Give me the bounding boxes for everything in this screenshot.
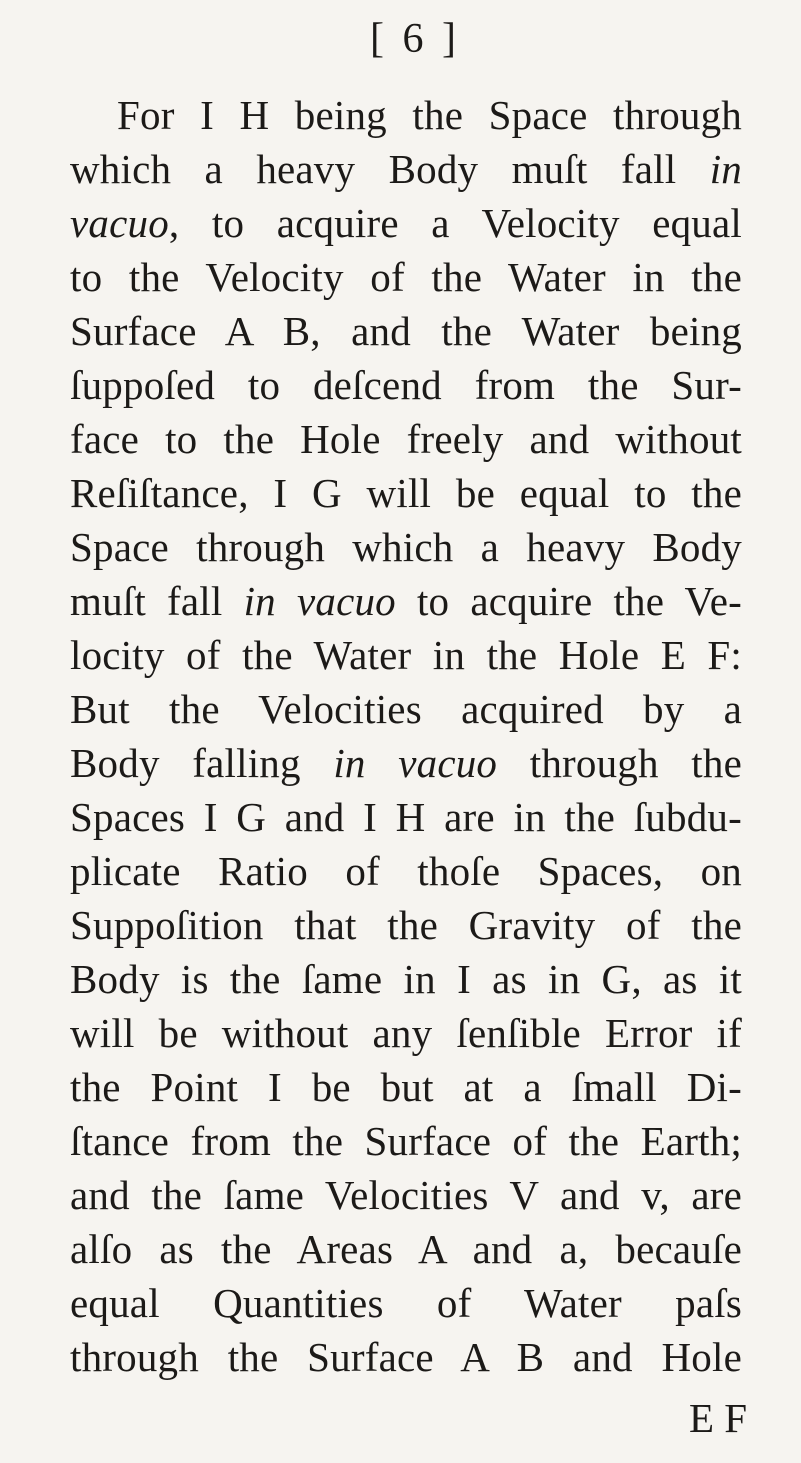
text-line: the Point I be but at a ſmall Di- <box>70 1064 742 1110</box>
text-line: Space through which a heavy Body <box>70 524 742 570</box>
text-line: Body is the ſame in I as in G, as it <box>70 956 742 1002</box>
text-line: vacuo, to acquire a Velocity equal <box>70 200 742 246</box>
text-line: equal Quantities of Water paſs <box>70 1280 742 1326</box>
italic-phrase: in <box>709 146 742 192</box>
body-text <box>70 88 742 1384</box>
text-line: alſo as the Areas A and a, becauſe <box>70 1226 742 1272</box>
text-line: will be without any ſenſible Error if <box>70 1010 742 1056</box>
text-line: through the Surface A B and Hole <box>70 1334 742 1380</box>
text-line: Spaces I G and I H are in the ſubdu- <box>70 794 742 840</box>
text-line: ſuppoſed to deſcend from the Sur- <box>70 362 742 408</box>
text-line: Reſiſtance, I G will be equal to the <box>70 470 742 516</box>
text-line: which a heavy Body muſt fall in <box>70 146 742 192</box>
text-line: For I H being the Space through <box>117 92 742 138</box>
text-line: plicate Ratio of thoſe Spaces, on <box>70 848 742 894</box>
text-line: Body falling in vacuo through the <box>70 740 742 786</box>
text-line: But the Velocities acquired by a <box>70 686 742 732</box>
catchword: E F <box>689 1395 748 1441</box>
italic-phrase: vacuo <box>70 200 169 246</box>
text-line: ſtance from the Surface of the Earth; <box>70 1118 742 1164</box>
text-line: muſt fall in vacuo to acquire the Ve- <box>70 578 743 624</box>
text-line: Surface A B, and the Water being <box>70 308 742 354</box>
text-line: and the ſame Velocities V and v, are <box>70 1172 742 1218</box>
text-line: face to the Hole freely and without <box>70 416 742 462</box>
italic-phrase: in vacuo <box>333 740 498 786</box>
page-number: [ 6 ] <box>370 16 460 62</box>
text-line: to the Velocity of the Water in the <box>70 254 742 300</box>
text-line: Suppoſition that the Gravity of the <box>70 902 742 948</box>
italic-phrase: in vacuo <box>243 578 396 624</box>
text-line: locity of the Water in the Hole E F: <box>70 632 742 678</box>
